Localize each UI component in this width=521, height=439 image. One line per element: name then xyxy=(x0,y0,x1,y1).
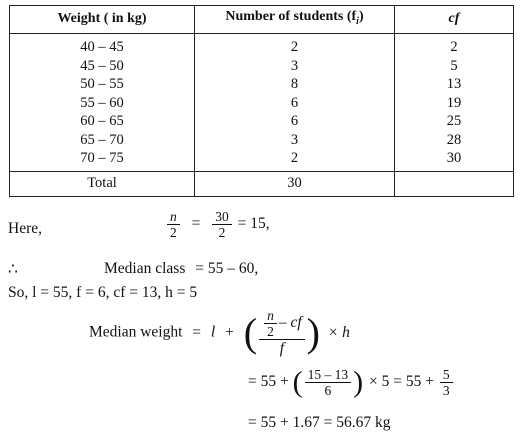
here-label: Here, xyxy=(8,220,42,237)
n-over-2-equation: $\frac{n}{2}$ = $\frac{30}{2}$ = 15, xyxy=(165,209,270,240)
cell-cf: 13 xyxy=(395,75,514,94)
step-fraction: $\frac{15 - 13}{6}$ xyxy=(305,367,352,398)
table-body xyxy=(10,34,514,172)
here-line xyxy=(8,220,42,238)
table-row xyxy=(10,34,514,57)
cell-cf: 25 xyxy=(395,112,514,131)
table-header-row xyxy=(10,6,514,34)
cell-weight: 70 – 75 xyxy=(10,149,195,171)
header-cf: cf xyxy=(395,6,514,34)
five-thirds-fraction: $\frac{5}{3}$ xyxy=(440,367,453,398)
therefore-symbol: ∴ xyxy=(8,261,18,278)
total-label: Total xyxy=(10,171,195,196)
cell-frequency: 6 xyxy=(195,94,395,113)
cell-frequency: 6 xyxy=(195,112,395,131)
final-result: = 55 + 1.67 = 56.67 kg xyxy=(248,414,391,431)
formula-fraction: $\frac{n}{2}$ – cf f xyxy=(259,308,305,358)
cell-weight: 55 – 60 xyxy=(10,94,195,113)
cell-cf: 19 xyxy=(395,94,514,113)
cell-frequency: 8 xyxy=(195,75,395,94)
cell-weight: 40 – 45 xyxy=(10,34,195,57)
table-total-row xyxy=(10,171,514,196)
cell-cf: 30 xyxy=(395,149,514,171)
median-weight-formula: Median weight = l + ( $\frac{n}{2}$ – cf f ) × h xyxy=(89,308,350,357)
frequency-table xyxy=(9,5,514,197)
cell-weight: 50 – 55 xyxy=(10,75,195,94)
table-row xyxy=(10,131,514,150)
fraction-n-2: $\frac{n}{2}$ xyxy=(167,209,180,240)
table-row xyxy=(10,57,514,76)
header-weight: Weight ( in kg) xyxy=(10,6,195,34)
header-students: Number of students $(f_i)$ xyxy=(195,6,395,34)
cell-weight: 45 – 50 xyxy=(10,57,195,76)
table-row xyxy=(10,112,514,131)
median-class-text: Median class = 55 – 60, xyxy=(104,260,259,277)
fraction-30-2: $\frac{30}{2}$ xyxy=(212,209,232,240)
cell-frequency: 2 xyxy=(195,34,395,57)
so-line: So, l = 55, f = 6, cf = 13, h = 5 xyxy=(8,284,198,301)
table-row xyxy=(10,94,514,113)
cell-weight: 65 – 70 xyxy=(10,131,195,150)
table-row xyxy=(10,149,514,171)
cell-frequency: 2 xyxy=(195,149,395,171)
table-row xyxy=(10,75,514,94)
cell-cf: 2 xyxy=(395,34,514,57)
median-class-line xyxy=(8,260,18,279)
cell-cf: 5 xyxy=(395,57,514,76)
cell-frequency: 3 xyxy=(195,131,395,150)
cell-frequency: 3 xyxy=(195,57,395,76)
calculation-step: = 55 + ( $\frac{15 - 13}{6}$ ) × 5 = 55 + $\frac{5}{3}$ xyxy=(248,367,455,398)
cell-weight: 60 – 65 xyxy=(10,112,195,131)
total-cf-empty xyxy=(395,171,514,196)
total-value: 30 xyxy=(195,171,395,196)
cell-cf: 28 xyxy=(395,131,514,150)
